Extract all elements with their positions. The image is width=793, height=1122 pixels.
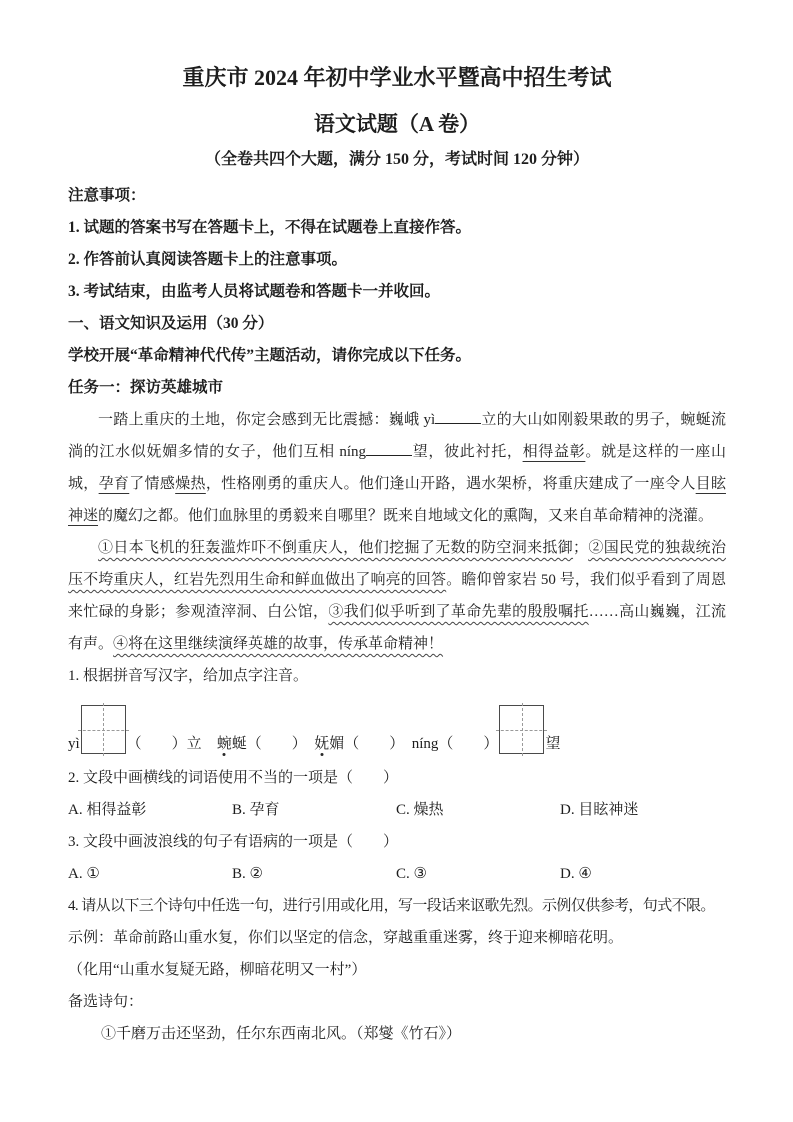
character-grid-box [81, 705, 126, 754]
question-3-option-b: B. ② [232, 866, 263, 882]
question-4-stem: 4. 请从以下三个诗句中任选一句，进行引用或化用，写一段话来讴歌先烈。示例仅供参考，句式不限。 [68, 898, 715, 914]
character-grid-box [499, 705, 544, 754]
question-1-pinyin-answer-row [68, 700, 726, 754]
section-1-heading: 一、语文知识及运用（30 分） [68, 315, 274, 332]
marked-text: ④将在这里继续演绎英雄的故事，传承革命精神！ [113, 636, 444, 652]
question-2-option-a: A. 相得益彰 [68, 802, 147, 818]
paper-subtitle: 语文试题（A 卷） [313, 112, 481, 136]
page-content [68, 62, 726, 1050]
marked-text: 燥热 [175, 476, 206, 492]
passage-text: 的魔幻之都。他们血脉里的勇毅来自哪里？既来自地域文化的熏陶，又来自革命精神的浇灌。 [98, 508, 714, 524]
passage-text: 。瞻仰曾家岩 50 号，我们似乎看到了周恩来忙碌的身影；参观渣滓洞、白公馆， [68, 572, 726, 620]
exam-title: 重庆市 2024 年初中学业水平暨高中招生考试 [182, 65, 612, 90]
notice-item-2: 2. 作答前认真阅读答题卡上的注意事项。 [68, 251, 348, 268]
passage-text: ，性格刚勇的重庆人。他们逢山开路，遇水架桥，将重庆建成了一座令人 [205, 476, 696, 492]
passage-paragraph-1 [68, 404, 726, 532]
pinyin-row-text: （ ） níng（ ） [344, 736, 499, 752]
question-1-stem: 1. 根据拼音写汉字，给加点字注音。 [68, 668, 309, 684]
pinyin-row-text: 望 [545, 736, 561, 752]
question-4-note: （化用“山重水复疑无路，柳暗花明又一村”） [68, 962, 367, 978]
notice-item-1: 1. 试题的答案书写在答题卡上，不得在试题卷上直接作答。 [68, 219, 472, 236]
passage-text: ……高山巍巍，江流有声。 [68, 604, 726, 652]
activity-intro: 学校开展“革命精神代代传”主题活动，请你完成以下任务。 [68, 347, 472, 364]
dotted-word [217, 734, 247, 754]
question-2-option-c: C. 燥热 [396, 802, 444, 818]
question-2-option-d: D. 目眩神迷 [560, 802, 639, 818]
passage-text: 一踏上重庆的土地，你定会感到无比震撼：巍峨 yì [98, 412, 436, 428]
question-3-stem: 3. 文段中画波浪线的句子有语病的一项是（ ） [68, 834, 399, 850]
question-2-stem: 2. 文段中画横线的词语使用不当的一项是（ ） [68, 770, 399, 786]
plain-character: 蜒 [231, 736, 247, 752]
marked-text: 孕育 [98, 476, 130, 492]
question-2-option-b: B. 孕育 [232, 802, 280, 818]
pinyin-row-text: yì [68, 736, 80, 752]
passage-paragraph-2 [68, 532, 726, 660]
question-3-option-a: A. ① [68, 866, 100, 882]
marked-text: 相得益彰 [522, 444, 586, 460]
question-3-option-c: C. ③ [396, 866, 427, 882]
candidate-poems-label: 备选诗句： [68, 994, 144, 1010]
pinyin-row-text: （ ）立 [126, 736, 217, 752]
notice-item-3: 3. 考试结束，由监考人员将试题卷和答题卡一并收回。 [68, 283, 441, 300]
passage-text: 了情感 [129, 476, 176, 492]
marked-text: ③我们似乎听到了革命先辈的殷殷嘱托 [328, 604, 589, 620]
notice-heading: 注意事项： [68, 187, 146, 204]
question-3-option-d: D. ④ [560, 866, 592, 882]
dotted-character: 妩 [314, 736, 330, 752]
passage-text: 立的大山如刚毅果敢的男子，蜿蜒流淌的江水似妩媚多情的女子，他们互相 níng [68, 412, 726, 460]
dotted-character: 蜿 [216, 736, 232, 752]
marked-text: ①日本飞机的狂轰滥炸吓不倒重庆人，他们挖掘了无数的防空洞来抵御 [98, 540, 574, 556]
question-3-options [68, 858, 726, 890]
dotted-word [314, 734, 344, 754]
marked-text: ②国民党的独裁统治压不垮重庆人，红岩先烈用生命和鲜血做出了响亮的回答 [68, 540, 726, 588]
question-2-options [68, 794, 726, 826]
marked-text: 目眩神迷 [68, 476, 726, 524]
exam-meta-line: （全卷共四个大题，满分 150 分，考试时间 120 分钟） [204, 151, 589, 168]
task-1-heading: 任务一：探访英雄城市 [68, 379, 224, 396]
candidate-poem-1: ①千磨万击还坚劲，任尔东西南北风。（郑燮《竹石》） [101, 1026, 462, 1042]
question-4-example: 示例：革命前路山重水复，你们以坚定的信念，穿越重重迷雾，终于迎来柳暗花明。 [68, 930, 624, 946]
passage-text: 。就是这样的一座山城， [68, 444, 726, 492]
plain-character: 媚 [329, 736, 345, 752]
fill-blank-line [366, 441, 412, 456]
pinyin-row-text: （ ） [246, 736, 315, 752]
passage-text: ； [573, 540, 589, 556]
passage-text: 望，彼此衬托， [412, 444, 523, 460]
fill-blank-line [435, 409, 481, 424]
